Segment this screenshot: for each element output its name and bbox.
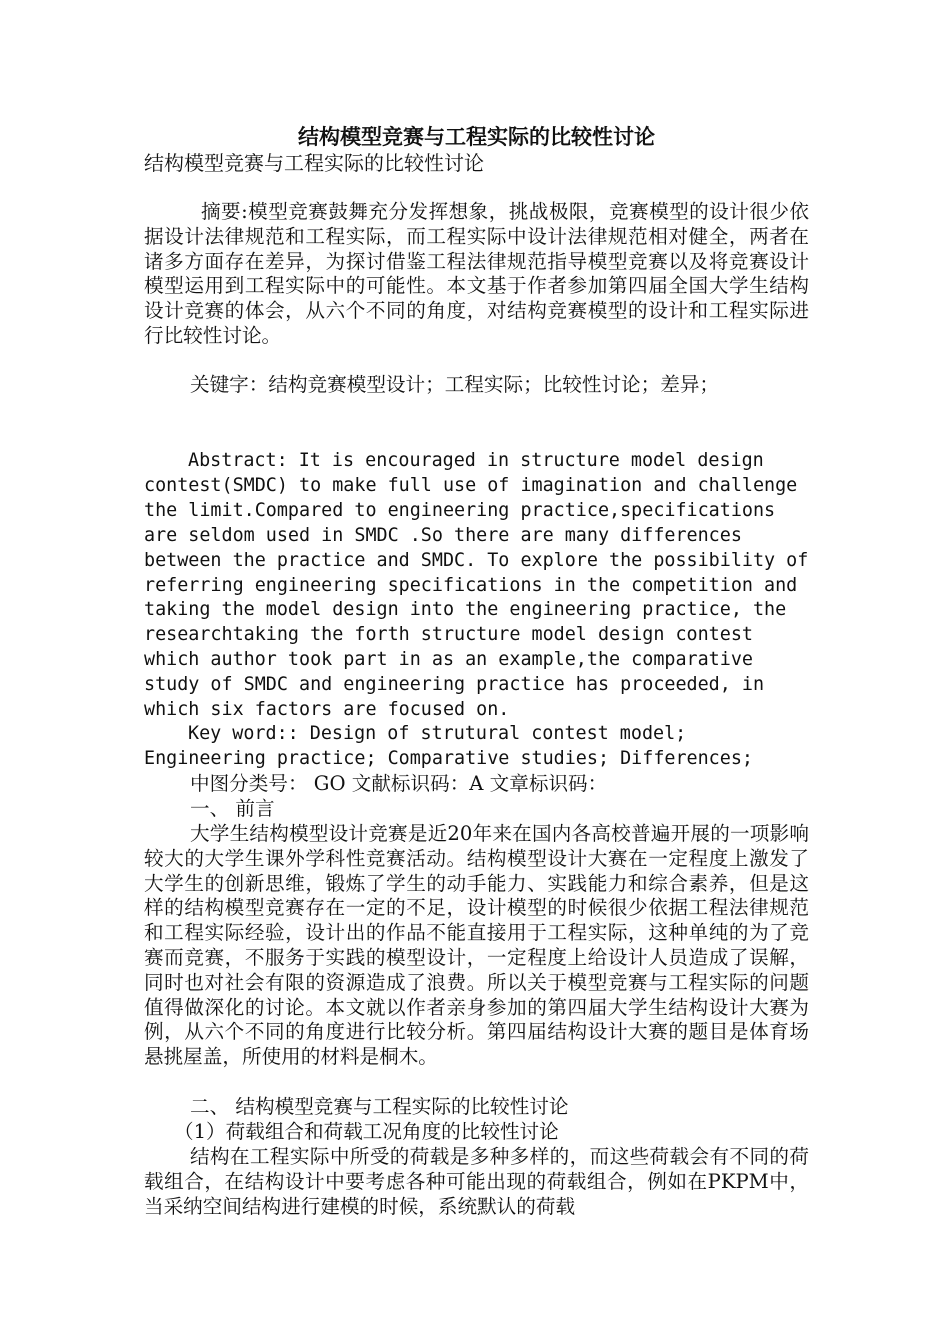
keywords-en: Key word:: Design of strutural contest model; Engineering practice; Comparative studies; Differences; xyxy=(144,723,753,769)
document-subtitle: 结构模型竞赛与工程实际的比较性讨论 xyxy=(144,151,484,175)
section-2-subheading: （1）荷载组合和荷载工况角度的比较性讨论 xyxy=(174,1120,559,1143)
section-1-body: 大学生结构模型设计竞赛是近20年来在国内各高校普遍开展的一项影响较大的大学生课外学科性竞赛活动。结构模型设计大赛在一定程度上激发了大学生的创新思维，锻炼了学生的动手能力、实践能力和综合素养，但是这样的结构模型竞赛存在一定的不足，设计模型的时候很少依据工程法律规范和工程实际经验，设计出的作品不能直接用于工程实际，这种单纯的为了竞赛而竞赛，不服务于实践的模型设计，一定程度上给设计人员造成了误解，同时也对社会有限的资源造成了浪费。所以关于模型竞赛与工程实际的问题值得做深化的讨论。本文就以作者亲身参加的第四届大学生结构设计大赛为例，从六个不同的角度进行比较分析。第四届结构设计大赛的题目是体育场悬挑屋盖，所使用的材料是桐木。 xyxy=(144,822,809,1069)
section-2-body: 结构在工程实际中所受的荷载是多种多样的，而这些荷载会有不同的荷载组合，在结构设计中要考虑各种可能出现的荷载组合，例如在PKPM中，当采纳空间结构进行建模的时候，系统默认的荷载 xyxy=(144,1145,809,1218)
section-1-heading: 一、 前言 xyxy=(190,797,275,820)
abstract-en: Abstract: It is encouraged in structure model design contest(SMDC) to make full use of imagination and challenge the limit.Compared to engineering practice,specifications are seldom used in SMDC .So there are many differences between the practice and SMDC. To explore the possibility of referring engineering specifications in the competition and taking the model design into the engineering practice, the researchtaking the forth structure model design contest which author took part in as an example,the comparative study of SMDC and engineering practice has proceeded, in which six factors are focused on. xyxy=(144,450,809,721)
keywords-zh: 关键字：结构竞赛模型设计；工程实际；比较性讨论；差异； xyxy=(190,373,720,396)
section-2-heading: 二、 结构模型竞赛与工程实际的比较性讨论 xyxy=(190,1095,569,1118)
abstract-zh: 摘要:模型竞赛鼓舞充分发挥想象，挑战极限，竞赛模型的设计很少依据设计法律规范和工程实际，而工程实际中设计法律规范相对健全，两者在诸多方面存在差异，为探讨借鉴工程法律规范指导模型竞赛以及将竞赛设计模型运用到工程实际中的可能性。本文基于作者参加第四届全国大学生结构设计竞赛的体会，从六个不同的角度，对结构竞赛模型的设计和工程实际进行比较性讨论。 xyxy=(144,200,809,347)
classification-line: 中图分类号： GO 文献标识码：A 文章标识码： xyxy=(190,772,608,795)
document-title: 结构模型竞赛与工程实际的比较性讨论 xyxy=(298,124,655,149)
